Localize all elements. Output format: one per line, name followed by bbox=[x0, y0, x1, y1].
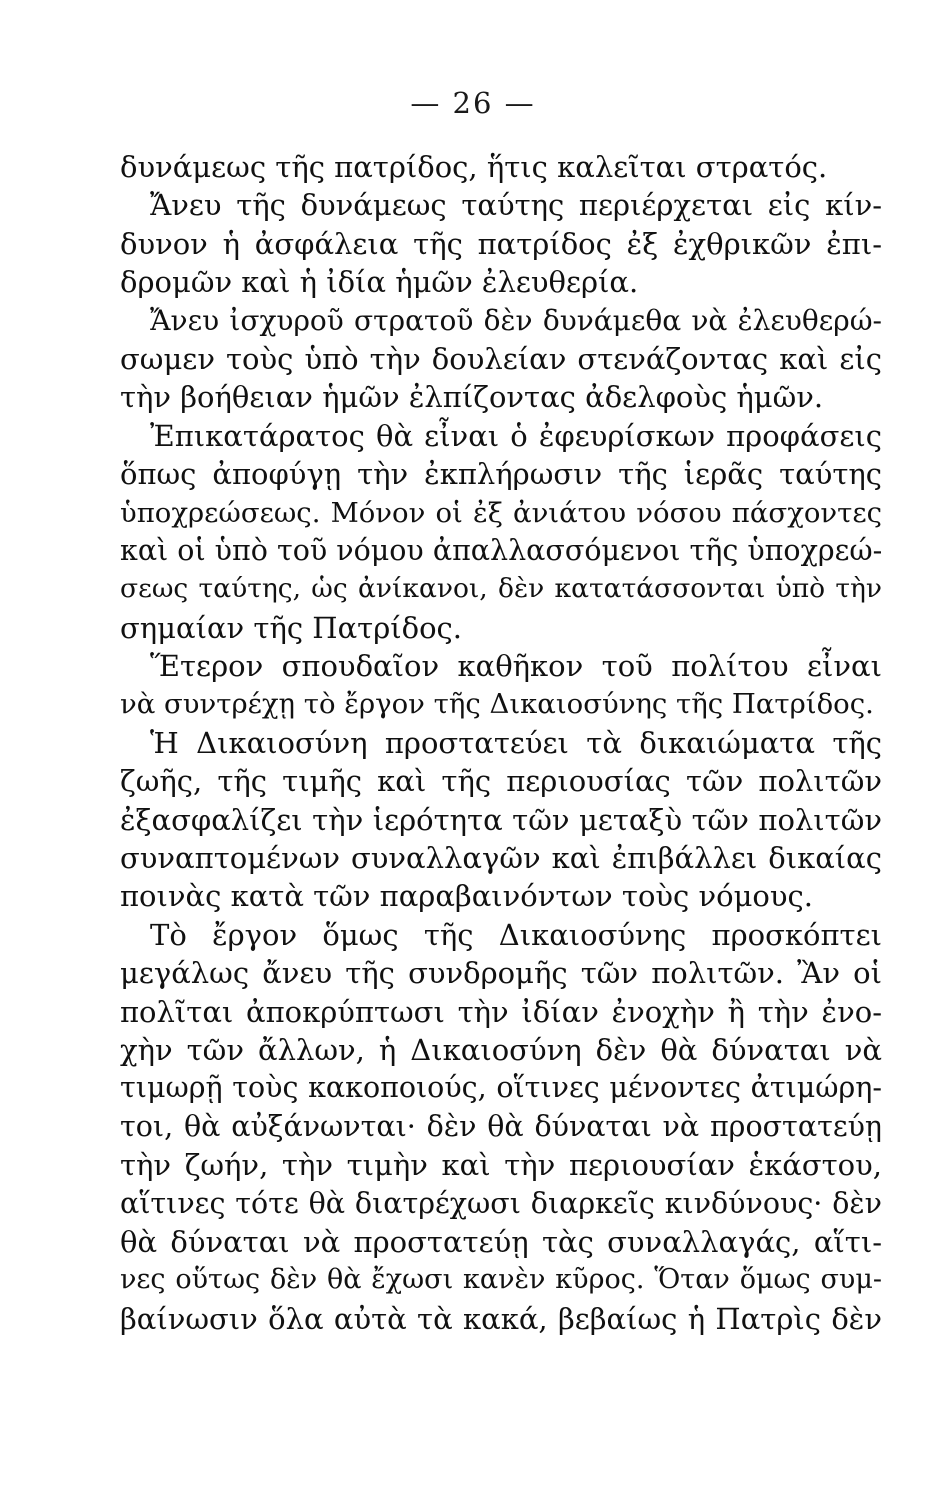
text-line: θὰ δύναται νὰ προστατεύῃ τὰς συναλλαγάς, αἵτι- bbox=[120, 1224, 882, 1259]
page-number: — 26 — bbox=[410, 86, 536, 120]
text-line: Τὸ ἔργον ὅμως τῆς Δικαιοσύνης προσκόπτει bbox=[150, 917, 882, 952]
text-line: τιμωρῇ τοὺς κακοποιούς, οἵτινες μένοντες ἀτιμώρη- bbox=[120, 1071, 882, 1105]
text-line: Ἄνευ ἰσχυροῦ στρατοῦ δὲν δυνάμεθα νὰ ἐλευθερώ- bbox=[150, 303, 882, 337]
text-line: τὴν βοήθειαν ἡμῶν ἐλπίζοντας ἀδελφοὺς ἡμῶν. bbox=[120, 380, 824, 415]
text-line: Ἕτερον σπουδαῖον καθῆκον τοῦ πολίτου εἶναι bbox=[150, 649, 882, 684]
text-line: τοι, θὰ αὐξάνωνται· δὲν θὰ δύναται νὰ προστατεύῃ bbox=[120, 1109, 882, 1143]
text-line: δρομῶν καὶ ἡ ἰδία ἡμῶν ἐλευθερία. bbox=[120, 265, 639, 300]
text-line: ποινὰς κατὰ τῶν παραβαινόντων τοὺς νόμους. bbox=[120, 879, 813, 914]
text-line: νὰ συντρέχῃ τὸ ἔργον τῆς Δικαιοσύνης τῆς Πατρίδος. bbox=[120, 688, 874, 721]
text-line: βαίνωσιν ὅλα αὐτὰ τὰ κακά, βεβαίως ἡ Πατρὶς δὲν bbox=[120, 1301, 882, 1336]
text-line: ἐξασφαλίζει τὴν ἱερότητα τῶν μεταξὺ τῶν πολιτῶν bbox=[120, 802, 882, 837]
text-line: σωμεν τοὺς ὑπὸ τὴν δουλείαν στενάζοντας καὶ εἰς bbox=[120, 341, 882, 376]
text-line: ζωῆς, τῆς τιμῆς καὶ τῆς περιουσίας τῶν πολιτῶν bbox=[120, 764, 882, 799]
text-line: νες οὕτως δὲν θὰ ἔχωσι κανὲν κῦρος. Ὅταν ὅμως συμ- bbox=[120, 1264, 882, 1296]
text-line: σημαίαν τῆς Πατρίδος. bbox=[120, 610, 462, 645]
text-line: τὴν ζωήν, τὴν τιμὴν καὶ τὴν περιουσίαν ἑκάστου, bbox=[120, 1148, 882, 1183]
text-line: δυνάμεως τῆς πατρίδος, ἥτις καλεῖται στρατός. bbox=[120, 150, 828, 184]
text-line: σεως ταύτης, ὡς ἀνίκανοι, δὲν κατατάσσονται ὑπὸ τὴν bbox=[120, 573, 882, 605]
text-line: μεγάλως ἄνευ τῆς συνδρομῆς τῶν πολιτῶν. Ἂν οἱ bbox=[120, 956, 882, 991]
text-line: αἵτινες τότε θὰ διατρέχωσι διαρκεῖς κινδύνους· δὲν bbox=[120, 1186, 882, 1220]
text-line: καὶ οἱ ὑπὸ τοῦ νόμου ἀπαλλασσόμενοι τῆς ὑποχρεώ- bbox=[120, 533, 883, 567]
text-line: Ἐπικατάρατος θὰ εἶναι ὁ ἐφευρίσκων προφάσεις bbox=[150, 418, 882, 453]
text-line: χὴν τῶν ἄλλων, ἡ Δικαιοσύνη δὲν θὰ δύναται νὰ bbox=[120, 1032, 882, 1067]
text-line: δυνον ἡ ἀσφάλεια τῆς πατρίδος ἐξ ἐχθρικῶν ἐπι- bbox=[120, 226, 882, 261]
text-line: πολῖται ἀποκρύπτωσι τὴν ἰδίαν ἐνοχὴν ἢ τὴν ἐνο- bbox=[120, 994, 882, 1029]
text-line: ὅπως ἀποφύγῃ τὴν ἐκπλήρωσιν τῆς ἱερᾶς ταύτης bbox=[120, 457, 882, 492]
text-line: συναπτομένων συναλλαγῶν καὶ ἐπιβάλλει δικαίας bbox=[120, 841, 882, 876]
body-text bbox=[120, 148, 882, 1338]
text-line: Ἡ Δικαιοσύνη προστατεύει τὰ δικαιώματα τῆς bbox=[150, 725, 882, 760]
text-line: Ἄνευ τῆς δυνάμεως ταύτης περιέρχεται εἰς κίν- bbox=[150, 188, 882, 223]
text-line: ὑποχρεώσεως. Μόνον οἱ ἐξ ἀνιάτου νόσου πάσχοντες bbox=[120, 496, 882, 529]
